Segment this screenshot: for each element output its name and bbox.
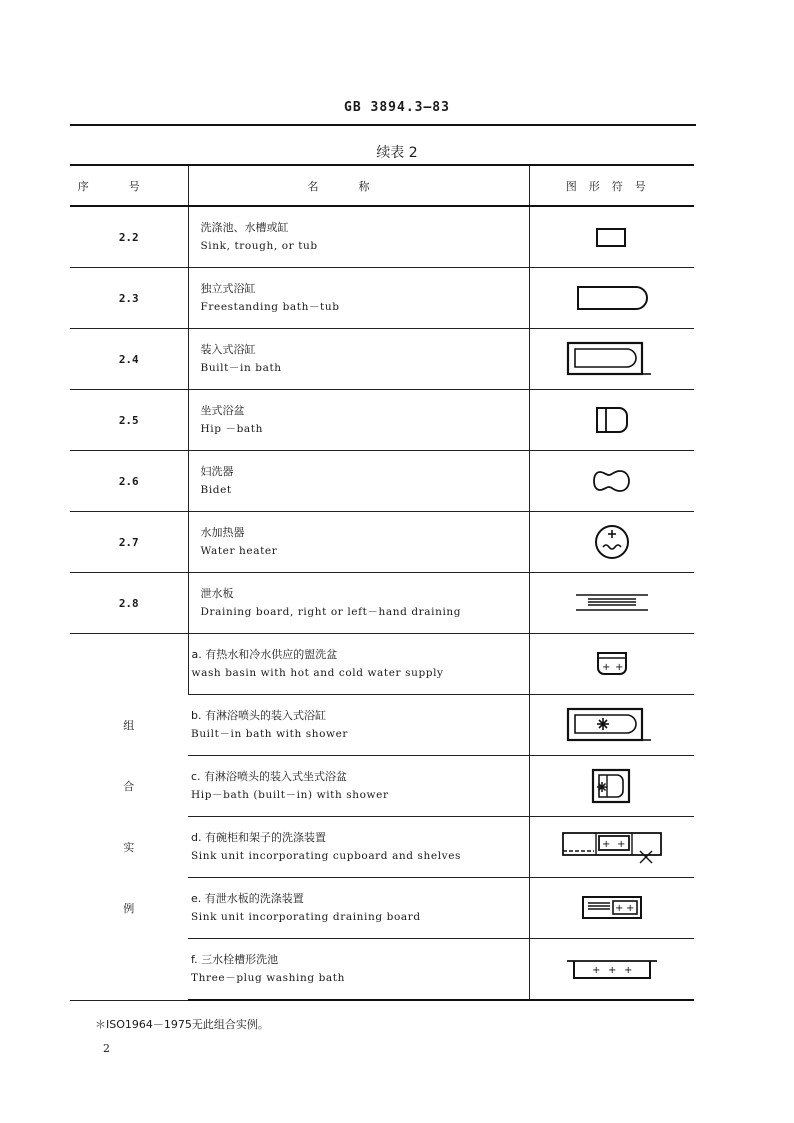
item-name: [188, 634, 529, 695]
draining-board-icon: [574, 591, 650, 615]
symbol-table: [70, 164, 694, 1001]
svg-text:+: +: [607, 965, 617, 976]
built-in-bath-icon: [565, 339, 659, 379]
item-name-cn: 坐式浴盆: [200, 404, 245, 417]
item-name: [188, 512, 529, 573]
item-name: [188, 878, 529, 939]
item-name: [188, 695, 529, 756]
item-number: 2.4: [70, 329, 188, 390]
group-label-cell: [70, 634, 188, 1001]
item-name: [188, 268, 529, 329]
item-number: 2.2: [70, 206, 188, 268]
item-name-cn: b. 有淋浴喷头的装入式浴缸: [191, 709, 326, 722]
column-header-name: 名称: [188, 165, 529, 206]
built-in-bath-shower-icon: [565, 705, 659, 745]
svg-text:+: +: [601, 662, 611, 673]
item-name-en: Hip －bath: [200, 423, 263, 435]
water-heater-icon: [592, 522, 632, 562]
group-label-char: 合: [123, 780, 135, 793]
column-header-number: 序号: [70, 165, 188, 206]
svg-text:+: +: [591, 965, 601, 976]
table-row: [70, 512, 694, 573]
item-name-cn: 洗涤池、水槽或缸: [200, 221, 289, 234]
hip-bath-icon: [592, 404, 632, 436]
bidet-icon: [590, 467, 634, 495]
svg-text:+: +: [614, 903, 624, 914]
group-label-char: 例: [123, 902, 135, 915]
item-name-en: Sink, trough, or tub: [200, 240, 318, 252]
item-name-en: Three－plug washing bath: [191, 972, 345, 984]
svg-text:+: +: [625, 903, 635, 914]
item-name: [188, 573, 529, 634]
item-name-cn: f. 三水栓槽形洗池: [191, 953, 279, 966]
column-header-symbol: 图形符号: [529, 165, 694, 206]
table-row: [70, 634, 694, 695]
item-name-en: Water heater: [200, 545, 278, 557]
item-number: 2.6: [70, 451, 188, 512]
page-number: 2: [103, 1042, 110, 1055]
item-name-en: Bidet: [200, 484, 232, 496]
item-name-cn: e. 有泄水板的洗涤装置: [191, 892, 304, 905]
sink-icon: [592, 225, 632, 249]
table-row: [70, 573, 694, 634]
item-number: 2.3: [70, 268, 188, 329]
svg-text:+: +: [614, 662, 624, 673]
sink-unit-draining-icon: [580, 894, 644, 922]
sink-unit-cupboard-icon: [560, 829, 664, 865]
table-row: [70, 390, 694, 451]
item-name-en: Built－in bath with shower: [191, 728, 349, 740]
item-name-cn: 独立式浴缸: [200, 282, 256, 295]
item-name: [188, 817, 529, 878]
item-name-cn: 泄水板: [200, 587, 234, 600]
table-row: [70, 206, 694, 268]
freestanding-bathtub-icon: [572, 283, 652, 313]
item-number: 2.5: [70, 390, 188, 451]
item-name-en: Draining board, right or left－hand draining: [200, 606, 462, 618]
svg-text:+: +: [623, 965, 633, 976]
table-row: [70, 329, 694, 390]
item-name-cn: 妇洗器: [200, 465, 234, 478]
table-header-row: [70, 165, 694, 206]
three-plug-bath-icon: [564, 956, 660, 982]
item-number: 2.8: [70, 573, 188, 634]
svg-text:+: +: [616, 839, 626, 850]
group-label-char: 实: [123, 841, 135, 854]
item-number: 2.7: [70, 512, 188, 573]
item-name-cn: 水加热器: [200, 526, 245, 539]
item-name-en: Hip－bath (built－in) with shower: [191, 789, 389, 801]
item-name: [188, 206, 529, 268]
item-name-en: wash basin with hot and cold water supply: [191, 667, 444, 679]
item-name: [188, 451, 529, 512]
header-rule: [70, 124, 696, 126]
table-row: [70, 268, 694, 329]
item-name: [188, 390, 529, 451]
wash-basin-hot-cold-icon: [592, 649, 632, 679]
item-name: [188, 329, 529, 390]
item-name: [188, 756, 529, 817]
item-name-en: Sink unit incorporating draining board: [191, 911, 421, 923]
table-row: [70, 451, 694, 512]
group-label-char: 组: [123, 719, 135, 732]
standard-code: GB 3894.3—83: [344, 100, 450, 115]
item-name-en: Sink unit incorporating cupboard and shelves: [191, 850, 462, 862]
table-title: 续表 2: [376, 145, 418, 161]
item-name-cn: d. 有碗柜和架子的洗涤装置: [191, 831, 326, 844]
item-name-cn: a. 有热水和冷水供应的盥洗盆: [191, 648, 338, 661]
item-name: [188, 939, 529, 1001]
item-name-cn: c. 有淋浴喷头的装入式坐式浴盆: [191, 770, 348, 783]
footnote: ＊ISO1964－1975无此组合实例。: [95, 1018, 269, 1031]
svg-text:+: +: [601, 839, 611, 850]
item-name-en: Built－in bath: [200, 362, 282, 374]
hip-bath-shower-icon: [589, 766, 635, 806]
item-name-cn: 装入式浴缸: [200, 343, 256, 356]
item-name-en: Freestanding bath－tub: [200, 301, 340, 313]
